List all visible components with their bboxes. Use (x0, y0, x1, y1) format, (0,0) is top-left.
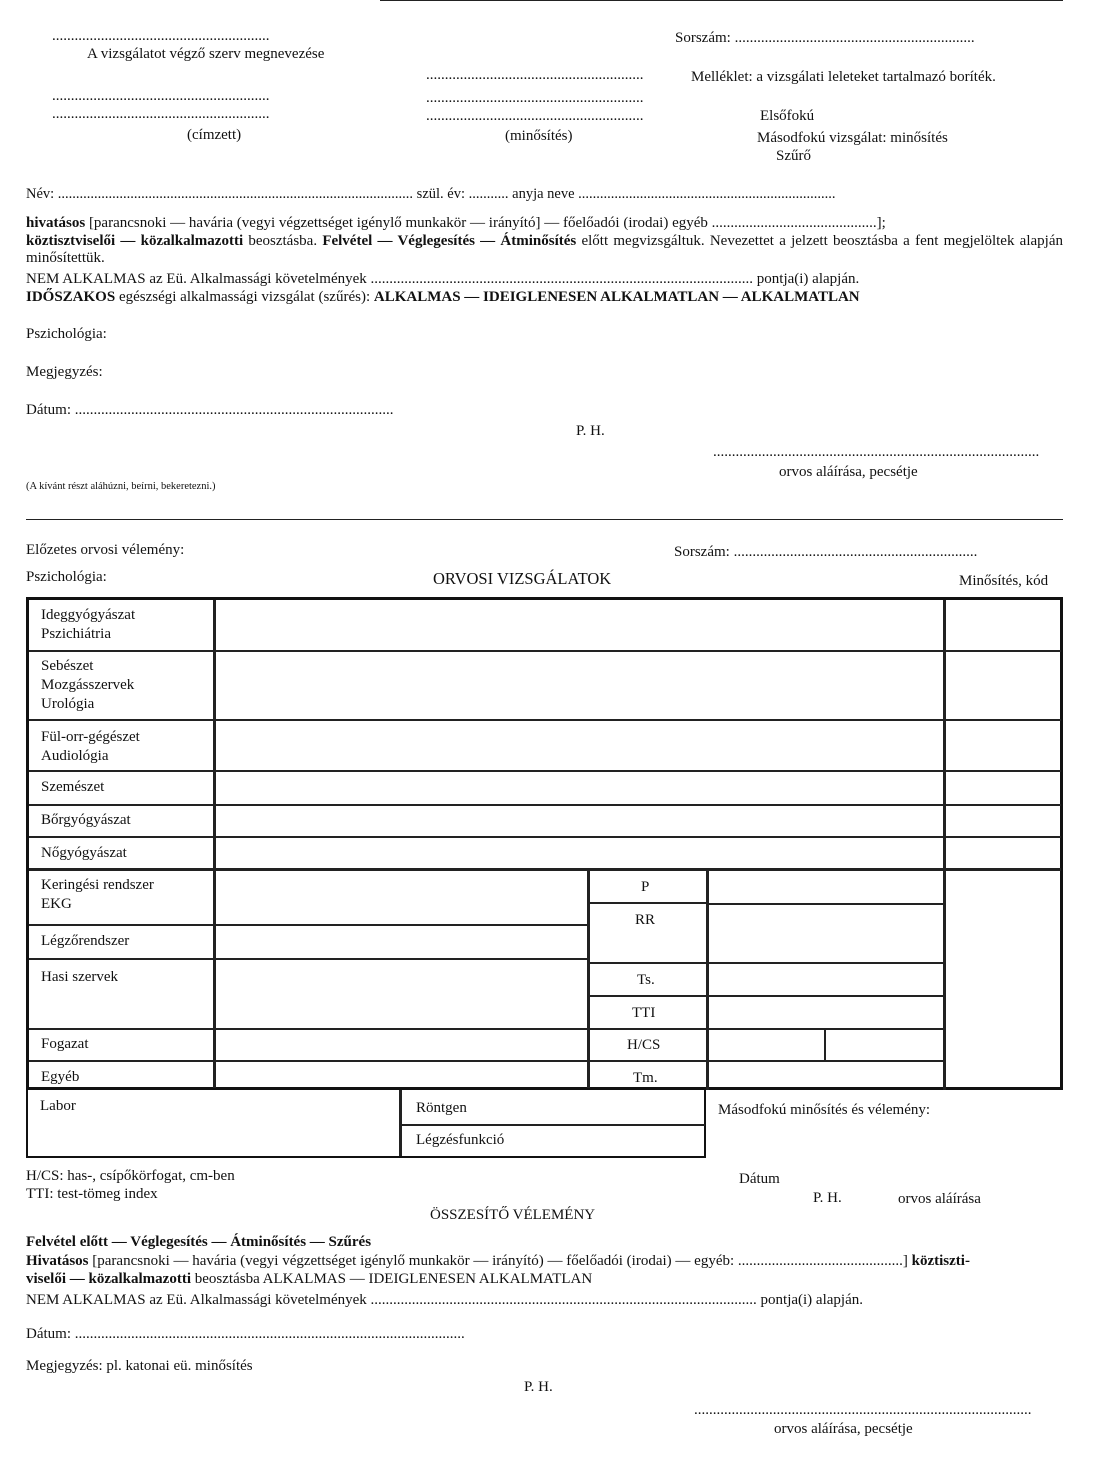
legzesfunkcio-label: Légzésfunkció (416, 1132, 505, 1148)
viseloi-bold: viselői — közalkalmazotti (26, 1271, 191, 1287)
summary-line-2 (26, 1253, 1063, 1270)
hivatasos-rest-2: [parancsnoki — havária (vegyi végzettséget igénylő munkakör — irányító) — főelőadói (irodai) — egyéb: ............................................] (88, 1253, 912, 1269)
row-label-line: Mozgásszervek (41, 677, 135, 693)
qualification-dots-2[interactable]: .......................................................... (426, 90, 644, 106)
idoszakos-line (26, 289, 860, 306)
datum-top[interactable]: Dátum: ..................................................................................... (26, 402, 394, 418)
row-borgyogyaszat: Bőrgyógyászat (41, 812, 131, 828)
melleklet-text: Melléklet: a vizsgálati leleteket tartalmazó boríték. (691, 69, 996, 85)
row-szemeszet: Szemészet (41, 779, 105, 795)
summary-line-1: Felvétel előtt — Véglegesítés — Átminősítés — Szűrés (26, 1234, 372, 1250)
row-label-line: Keringési rendszer (41, 877, 154, 893)
row-fogazat: Fogazat (41, 1036, 89, 1052)
qualification-dots-3[interactable]: .......................................................... (426, 108, 644, 124)
pszichologia-second: Pszichológia: (26, 569, 107, 585)
nem-alkalmas-summary[interactable]: NEM ALKALMAS az Eü. Alkalmassági követelmények ....................................................................................................... pontja(i) alapján. (26, 1292, 863, 1308)
ph-second: P. H. (813, 1190, 842, 1206)
measure-line-3 (587, 995, 943, 997)
rontgen-label: Röntgen (416, 1100, 467, 1116)
osszesito-title: ÖSSZESÍTŐ VÉLEMÉNY (430, 1207, 596, 1223)
megjegyzes-top: Megjegyzés: (26, 364, 103, 380)
row-ideggyogyaszat (41, 606, 135, 644)
measure-hcs: H/CS (627, 1037, 661, 1053)
koztisztviseloi-paragraph (26, 233, 1063, 267)
datum-summary[interactable]: Dátum: ........................................................................................................ (26, 1326, 465, 1342)
measure-tm: Tm. (633, 1070, 658, 1086)
orvos-alairasa-top: orvos aláírása, pecsétje (779, 464, 918, 480)
orvos-alairasa-second: orvos aláírása (898, 1191, 981, 1207)
orvosi-vizsgalatok-title: ORVOSI VIZSGÁLATOK (433, 569, 612, 588)
minosites-label: (minősítés) (505, 128, 573, 144)
row-label-line: Ideggyógyászat (41, 607, 136, 623)
section-divider (26, 519, 1063, 520)
ph-top: P. H. (576, 423, 605, 439)
tti-legend: TTI: test-tömeg index (26, 1186, 158, 1202)
labor-divider (399, 1090, 402, 1156)
elozetes-label: Előzetes orvosi vélemény: (26, 542, 185, 558)
summary-line-3 (26, 1271, 592, 1288)
nem-alkalmas-line[interactable]: NEM ALKALMAS az Eü. Alkalmassági követelmények ...................................................................................................... pontja(i) alapján. (26, 271, 860, 287)
col-line-right (943, 600, 946, 1090)
datum-second[interactable]: Dátum (739, 1171, 780, 1187)
ph-summary: P. H. (524, 1379, 553, 1395)
elsofoku-label: Elsőfokú (760, 108, 815, 124)
pszichologia-top: Pszichológia: (26, 326, 107, 342)
idoszakos-rest: egészségi alkalmassági vizsgálat (szűrés): (115, 289, 374, 305)
measure-line-1 (587, 902, 708, 904)
col-line-1 (213, 600, 216, 1090)
row-nogyogyaszat: Nőgyógyászat (41, 845, 127, 861)
row-label-line: EKG (41, 896, 72, 912)
szuro-label: Szűrő (776, 148, 811, 164)
megjegyzes-summary: Megjegyzés: pl. katonai eü. minősítés (26, 1358, 253, 1374)
measure-p: P (641, 879, 650, 895)
row-line-4 (29, 804, 1061, 806)
row-label-line: Audiológia (41, 748, 109, 764)
measure-line-5 (587, 1060, 943, 1062)
signature-dots-summary[interactable]: .......................................................................................... (694, 1402, 1032, 1418)
measure-ts: Ts. (637, 972, 655, 988)
labor-box[interactable] (26, 1088, 706, 1158)
row-hasi-szervek: Hasi szervek (41, 969, 119, 985)
idoszakos-bold: IDŐSZAKOS (26, 289, 116, 305)
row-label-line: Fül-orr-gégészet (41, 729, 140, 745)
cimzett-label: (címzett) (187, 127, 242, 143)
orvos-alairasa-summary: orvos aláírása, pecsétje (774, 1421, 913, 1437)
row-keringesi (41, 876, 154, 914)
signature-dots-top[interactable]: ....................................................................................... (713, 444, 1040, 460)
row-egyeb: Egyéb (41, 1069, 80, 1085)
row-line-legzo (29, 924, 587, 926)
row-line-hasi (29, 958, 587, 960)
col-line-hcs (824, 1028, 826, 1060)
hivatasos-rest: [parancsnoki — havária (vegyi végzettséget igénylő munkakör — irányító] — főelőadói (irodai) egyéb ............................................]; (85, 215, 886, 231)
idoszakos-result: ALKALMAS — IDEIGLENESEN ALKALMATLAN — ALKALMATLAN (373, 289, 860, 305)
org-label: A vizsgálatot végző szerv megnevezése (87, 46, 325, 62)
row-line-2 (29, 719, 1061, 721)
sorszam-top[interactable]: Sorszám: ................................................................ (675, 30, 975, 46)
sorszam-second[interactable]: Sorszám: ................................................................. (674, 544, 978, 560)
top-rule (380, 0, 1063, 1)
hivatasos-paragraph (26, 215, 1063, 232)
address-dots-1[interactable]: .......................................................... (52, 88, 270, 104)
minosites-kod-header: Minősítés, kód (959, 573, 1049, 589)
hivatasos-bold-2: Hivatásos (26, 1253, 89, 1269)
row-line-6 (29, 868, 1061, 871)
rontgen-divider (401, 1124, 705, 1126)
measure-tti: TTI (632, 1005, 656, 1021)
hcs-legend: H/CS: has-, csípőkörfogat, cm-ben (26, 1168, 235, 1184)
row-label-line: Pszichiátria (41, 626, 111, 642)
hivatasos-bold: hivatásos (26, 215, 86, 231)
beosztasba-text: beosztásba. (243, 233, 323, 249)
exam-table (26, 597, 1063, 1090)
row-line-3 (29, 770, 1061, 772)
row-line-5 (29, 836, 1061, 838)
row-sebeszet (41, 657, 134, 714)
address-dots-2[interactable]: .......................................................... (52, 106, 270, 122)
beosztasba-alkalmas: beosztásba ALKALMAS — IDEIGLENESEN ALKALMATLAN (191, 1271, 593, 1287)
name-line[interactable]: Név: .................................................................................................. szül. év: ........... anyja neve ....................................................................... (26, 186, 836, 202)
measure-line-4 (587, 1028, 943, 1030)
row-legzorendszer: Légzőrendszer (41, 933, 130, 949)
row-label-line: Urológia (41, 696, 95, 712)
koztisztviseloi-bold: köztisztviselői — közalkalmazotti (26, 233, 244, 249)
koztiszti-bold: köztiszti- (911, 1253, 970, 1269)
measure-rr: RR (635, 912, 656, 928)
masodfoku-label: Másodfokú vizsgálat: minősítés (757, 130, 948, 146)
row-line-egyeb (29, 1060, 587, 1062)
elott-text: előtt megvizsgáltuk. Nevezettet a jelzett beosztásba a fent megjelöltek alapján minősítettük. (26, 233, 1063, 266)
qualification-dots-1[interactable]: .......................................................... (426, 67, 644, 83)
instruction-note: (A kívánt részt aláhúzni, beírni, bekeretezni.) (26, 481, 216, 492)
felvetel-bold: Felvétel — Véglegesítés — Átminősítés (322, 233, 577, 249)
value-line-p (706, 903, 943, 905)
row-line-fogazat (29, 1028, 587, 1030)
measure-line-2 (587, 962, 943, 964)
org-dots[interactable]: .......................................................... (52, 28, 270, 44)
row-ful-orr-gegeszet (41, 728, 140, 766)
labor-label: Labor (40, 1098, 76, 1114)
row-label-line: Sebészet (41, 658, 94, 674)
row-line-1 (29, 650, 1061, 652)
masodfoku-velemeny-label: Másodfokú minősítés és vélemény: (718, 1102, 931, 1118)
